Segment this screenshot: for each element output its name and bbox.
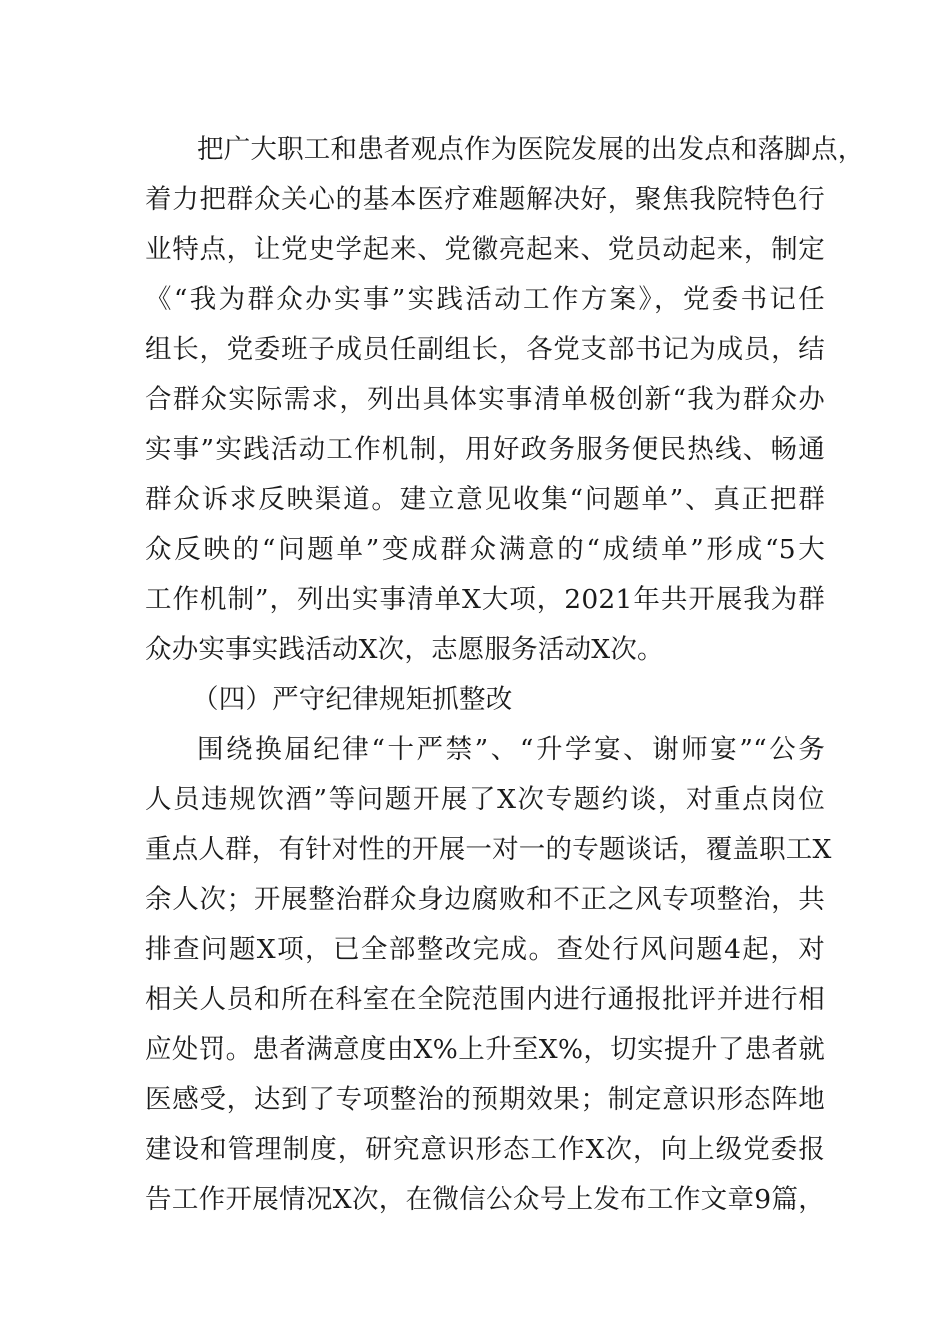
paragraph-line: 余人次；开展整治群众身边腐败和不正之风专项整治，共 (145, 884, 825, 915)
paragraph-line: 告工作开展情况X次，在微信公众号上发布工作文章9篇， (145, 1184, 825, 1215)
paragraph-line: 应处罚。患者满意度由X%上升至X%，切实提升了患者就 (145, 1034, 825, 1065)
paragraph-line: 重点人群，有针对性的开展一对一的专题谈话，覆盖职工X (145, 834, 832, 865)
paragraph-line: 医感受，达到了专项整治的预期效果；制定意识形态阵地 (145, 1084, 825, 1115)
paragraph-line: 众办实事实践活动X次，志愿服务活动X次。 (145, 634, 664, 665)
paragraph-line: 众反映的“问题单”变成群众满意的“成绩单”形成“5大 (145, 534, 825, 565)
paragraph-line: 建设和管理制度，研究意识形态工作X次，向上级党委报 (145, 1134, 825, 1165)
paragraph-line: 人员违规饮酒”等问题开展了X次专题约谈，对重点岗位 (145, 784, 825, 815)
paragraph-line: 着力把群众关心的基本医疗难题解决好，聚焦我院特色行 (145, 184, 825, 215)
section-heading: （四）严守纪律规矩抓整改 (192, 684, 513, 715)
paragraph-line: 《“我为群众办实事”实践活动工作方案》，党委书记任 (145, 284, 825, 315)
paragraph-line: 围绕换届纪律“十严禁”、“升学宴、谢师宴”“公务 (197, 734, 825, 765)
paragraph-line: 相关人员和所在科室在全院范围内进行通报批评并进行相 (145, 984, 825, 1015)
paragraph-line: 实事”实践活动工作机制，用好政务服务便民热线、畅通 (145, 434, 825, 465)
paragraph-line: 排查问题X项，已全部整改完成。查处行风问题4起，对 (145, 934, 825, 965)
paragraph-line: 工作机制”，列出实事清单X大项，2021年共开展我为群 (145, 584, 825, 615)
paragraph-line: 把广大职工和患者观点作为医院发展的出发点和落脚点， (197, 134, 865, 165)
paragraph-line: 业特点，让党史学起来、党徽亮起来、党员动起来，制定 (145, 234, 825, 265)
paragraph-line: 群众诉求反映渠道。建立意见收集“问题单”、真正把群 (145, 484, 825, 515)
paragraph-line: 组长，党委班子成员任副组长，各党支部书记为成员，结 (145, 334, 825, 365)
paragraph-line: 合群众实际需求，列出具体实事清单极创新“我为群众办 (145, 384, 825, 415)
